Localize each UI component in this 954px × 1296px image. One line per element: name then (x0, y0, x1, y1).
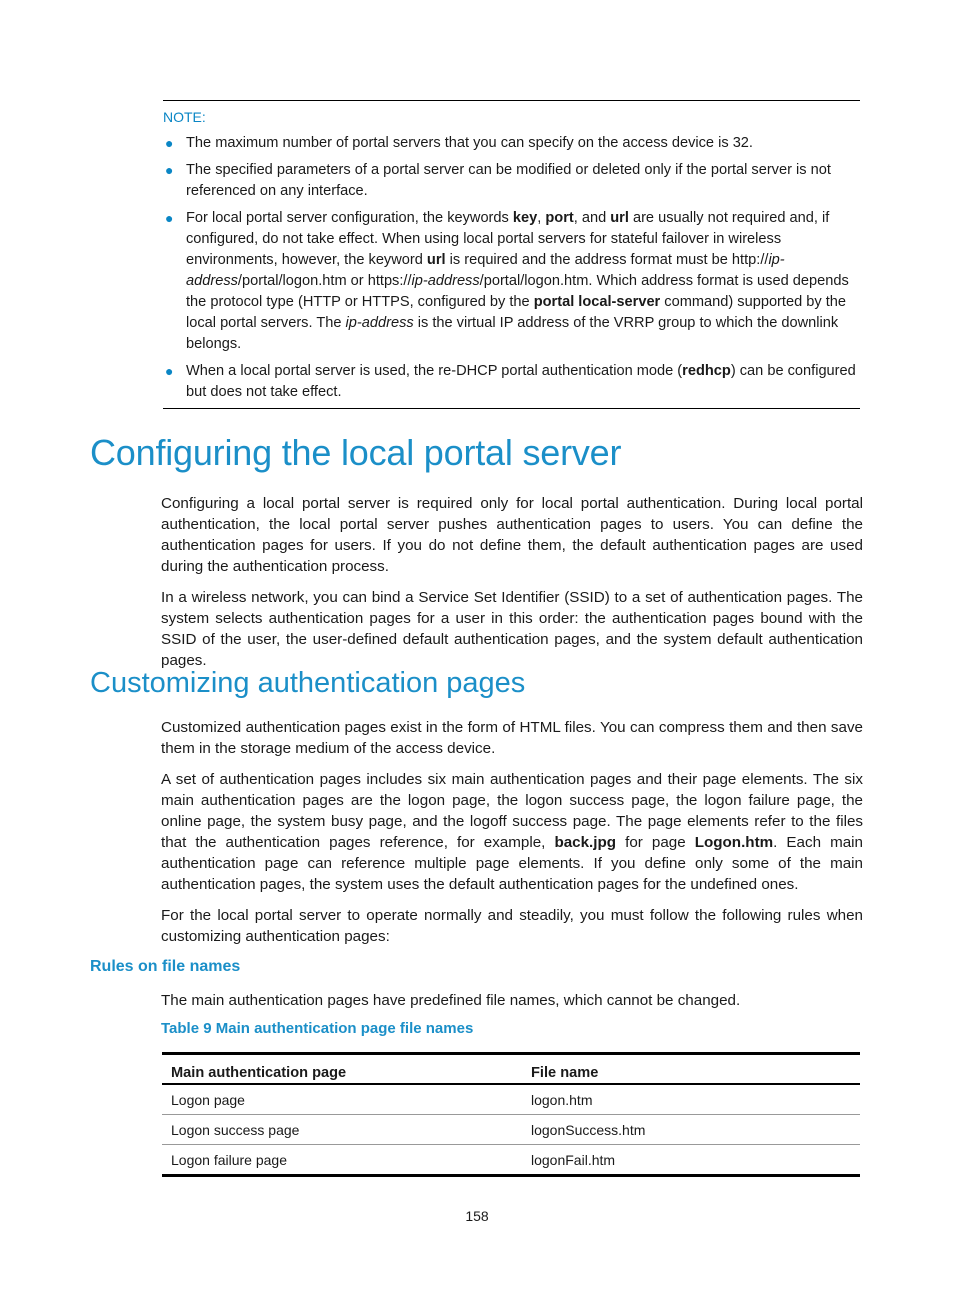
bullet-icon: ● (165, 210, 174, 226)
table-cell: logonSuccess.htm (522, 1115, 860, 1145)
subsection-paragraph-3: For the local portal server to operate normally and steadily, you must follow the following rules when customizing authentication pages: (161, 907, 863, 945)
bullet-icon: ● (165, 363, 174, 379)
subsection-paragraph-2: A set of authentication pages includes six main authentication pages and their page elements. The six main authentication pages are the logon page, the logon success page, the logon failure page, the online page, the system busy page, and the logoff success page. The page elements refer to the files that the authentication pages reference, for example, back.jpg for page Logon.htm. Each main authentication page can reference multiple page elements. If you define only some of the main authentication pages, the system uses the default authentication pages for the undefined ones. (161, 771, 863, 893)
table-cell: Logon page (162, 1084, 522, 1115)
section-heading: Configuring the local portal server (90, 432, 622, 473)
bullet-icon: ● (165, 162, 174, 178)
section-paragraph-2: In a wireless network, you can bind a Service Set Identifier (SSID) to a set of authentication pages. The system selects authentication pages for a user in this order: the authentication pages bound with the SSID of the user, the user-defined default authentication pages, and the system default authentication pages. (161, 589, 863, 669)
subsection-paragraph-1: Customized authentication pages exist in the form of HTML files. You can compress them and then save them in the storage medium of the access device. (161, 719, 863, 757)
table-header-row (162, 1054, 860, 1085)
table-cell: Logon success page (162, 1115, 522, 1145)
column-header: File name (522, 1054, 860, 1085)
file-names-table (162, 1052, 860, 1177)
table-caption: Table 9 Main authentication page file names (161, 1020, 474, 1037)
rules-paragraph: The main authentication pages have predefined file names, which cannot be changed. (161, 992, 741, 1009)
table-row (162, 1084, 860, 1115)
table-row (162, 1115, 860, 1145)
note-item-text: The maximum number of portal servers that you can specify on the access device is 32. (186, 135, 753, 151)
table-row (162, 1145, 860, 1176)
subsection-heading: Customizing authentication pages (90, 667, 526, 699)
note-item-text: The specified parameters of a portal server can be modified or deleted only if the portal server is not referenced on any interface. (186, 162, 831, 199)
table-cell: logon.htm (522, 1084, 860, 1115)
table-cell: Logon failure page (171, 1151, 287, 1168)
table-cell: logonFail.htm (531, 1151, 616, 1168)
note-item (163, 208, 860, 355)
note-box (163, 100, 860, 409)
note-item-text: When a local portal server is used, the re-DHCP portal authentication mode (redhcp) can be configured but does not take effect. (186, 363, 856, 400)
note-list (163, 133, 860, 403)
bullet-icon: ● (165, 135, 174, 151)
column-header: Main authentication page (162, 1054, 522, 1085)
note-item (163, 133, 860, 154)
page-number: 158 (465, 1208, 489, 1224)
rules-heading: Rules on file names (90, 958, 241, 975)
note-title: NOTE: (163, 109, 206, 125)
note-item (163, 361, 860, 403)
note-item (163, 160, 860, 202)
section-paragraph-1: Configuring a local portal server is required only for local portal authentication. During local portal authentication, the local portal server pushes authentication pages to users. You can define the authentication pages for users. If you do not define them, the default authentication pages are used during the authentication process. (161, 495, 863, 575)
note-item-text: For local portal server configuration, the keywords key, port, and url are usually not required and, if configured, do not take effect. When using local portal servers for stateful failover in wireless environments, however, the keyword url is required and the address format must be http://ip-address/portal/logon.htm or https://ip-address/portal/logon.htm. Which address format is used depends the protocol type (HTTP or HTTPS, configured by the portal local-server command) supported by the local portal servers. The ip-address is the virtual IP address of the VRRP group to which the downlink belongs. (186, 210, 849, 352)
